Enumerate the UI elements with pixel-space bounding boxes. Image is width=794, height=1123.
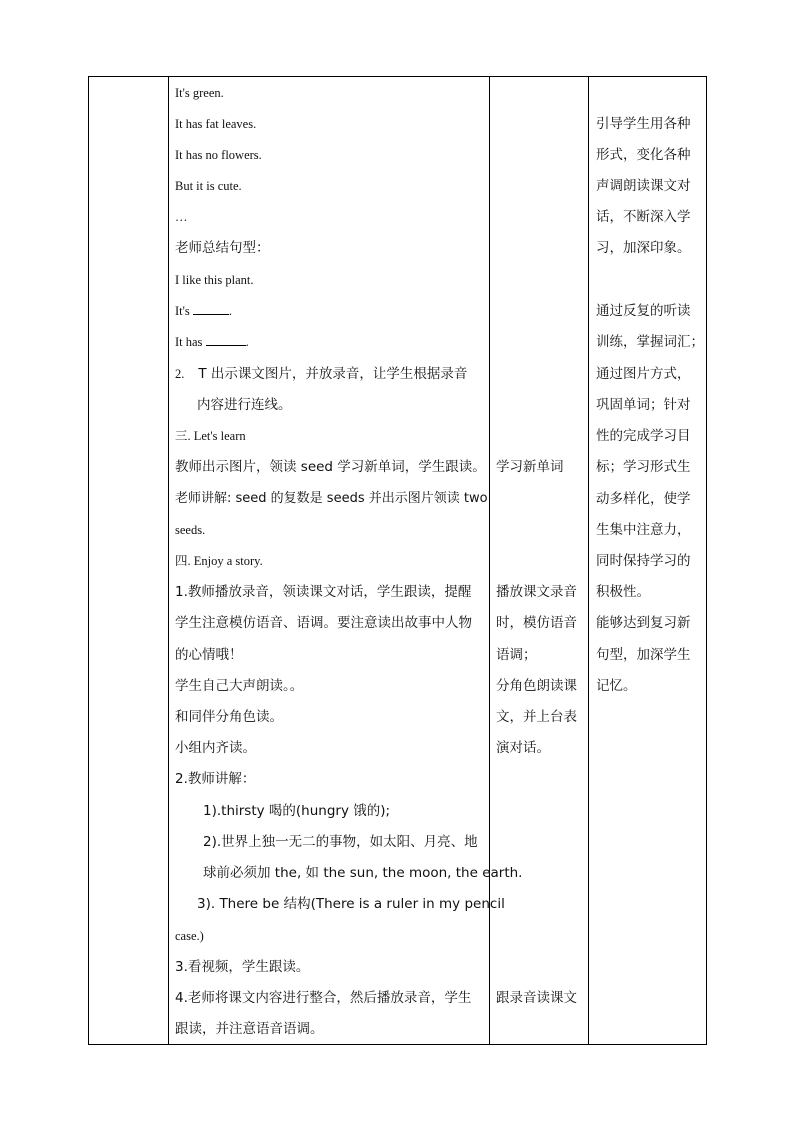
fill-in-line: [175, 334, 249, 350]
text-line: 积极性。: [596, 584, 650, 600]
text-line: seeds.: [175, 523, 206, 537]
text-line: 话，不断深入学: [596, 209, 691, 225]
text-line: 1.教师播放录音，领读课文对话，学生跟读，提醒: [175, 584, 472, 600]
text-line: 2.教师讲解：: [175, 771, 256, 787]
column-divider: [588, 77, 589, 1044]
text-line: 巩固单词；针对: [596, 397, 691, 413]
text-line: 形式，变化各种: [596, 147, 691, 163]
item-number: 2.: [175, 367, 185, 381]
text-line: .: [245, 335, 249, 349]
blank-underline: [206, 334, 246, 346]
text-line: It has fat leaves.: [175, 117, 257, 131]
text-line: 跟读，并注意语音语调。: [175, 1021, 324, 1037]
text-line: 声调朗读课文对: [596, 178, 691, 194]
text-line: 老师总结句型：: [175, 240, 270, 256]
numbered-line: [175, 366, 467, 382]
text-line: 小组内齐读。: [175, 740, 256, 756]
text-line: 能够达到复习新: [596, 615, 691, 631]
text-line: 通过反复的听读: [596, 303, 691, 319]
text-line: 同时保持学习的: [596, 553, 691, 569]
text-line: 时，模仿语音: [496, 615, 577, 631]
text-line: 球前必须加 the, 如 the sun, the moon, the earth.: [203, 865, 523, 881]
text-line: It's green.: [175, 86, 224, 100]
text-line: 文，并上台表: [496, 709, 577, 725]
text-line: 通过图片方式，: [596, 366, 691, 382]
text-line: 演对话。: [496, 740, 550, 756]
text-line: 老师讲解: seed 的复数是 seeds 并出示图片领读 two: [175, 491, 488, 506]
text-line: T 出示课文图片，并放录音，让学生根据录音: [198, 366, 468, 382]
text-line: 4.老师将课文内容进行整合，然后播放录音，学生: [175, 990, 472, 1006]
text-line: It has no flowers.: [175, 148, 262, 162]
lesson-plan-table: [88, 76, 707, 1045]
text-line: 2).世界上独一无二的事物，如太阳、月亮、地: [203, 834, 478, 850]
text-line: 播放课文录音: [496, 584, 577, 600]
text-line: 句型，加深学生: [596, 647, 691, 663]
text-line: I like this plant.: [175, 273, 254, 287]
text-line: 性的完成学习目: [596, 428, 691, 444]
student-activity-cell: [496, 77, 588, 1044]
text-line: But it is cute.: [175, 179, 242, 193]
text-line: 3.看视频，学生跟读。: [175, 959, 310, 975]
section-heading: 三. Let's learn: [175, 429, 246, 443]
text-line: 记忆。: [596, 678, 637, 694]
text-line: 学习新单词: [496, 459, 564, 475]
text-line: 动多样化，使学: [596, 491, 691, 507]
text-line: 内容进行连线。: [197, 397, 292, 413]
fill-in-line: [175, 303, 232, 319]
text-line: 教师出示图片，领读 seed 学习新单词，学生跟读。: [175, 459, 486, 475]
text-line: It has: [175, 335, 203, 349]
text-line: 和同伴分角色读。: [175, 709, 283, 725]
text-line: …: [175, 210, 188, 224]
text-line: 分角色朗读课: [496, 678, 577, 694]
text-line: case.): [175, 929, 204, 943]
design-purpose-cell: [596, 77, 706, 1044]
section-heading: 四. Enjoy a story.: [175, 554, 263, 568]
text-line: 3). There be 结构(There is a ruler in my pencil: [197, 896, 505, 912]
blank-underline: [193, 303, 229, 315]
text-line: 训练，掌握词汇；: [596, 334, 704, 350]
text-line: 生集中注意力，: [596, 522, 691, 538]
text-line: 习，加深印象。: [596, 240, 691, 256]
text-line: 1).thirsty 喝的(hungry 饿的);: [203, 803, 391, 819]
column-divider: [168, 77, 169, 1044]
text-line: 的心情哦！: [175, 647, 243, 663]
text-line: 语调；: [496, 647, 537, 663]
left-column-cell: [89, 77, 168, 1044]
text-line: 标；学习形式生: [596, 459, 691, 475]
text-line: .: [228, 304, 233, 318]
text-line: 学生自己大声朗读。。: [175, 678, 304, 694]
text-line: 跟录音读课文: [496, 990, 577, 1006]
text-line: 学生注意模仿语音、语调。要注意读出故事中人物: [175, 615, 472, 631]
text-line: It's: [175, 304, 190, 318]
text-line: 引导学生用各种: [596, 116, 691, 132]
